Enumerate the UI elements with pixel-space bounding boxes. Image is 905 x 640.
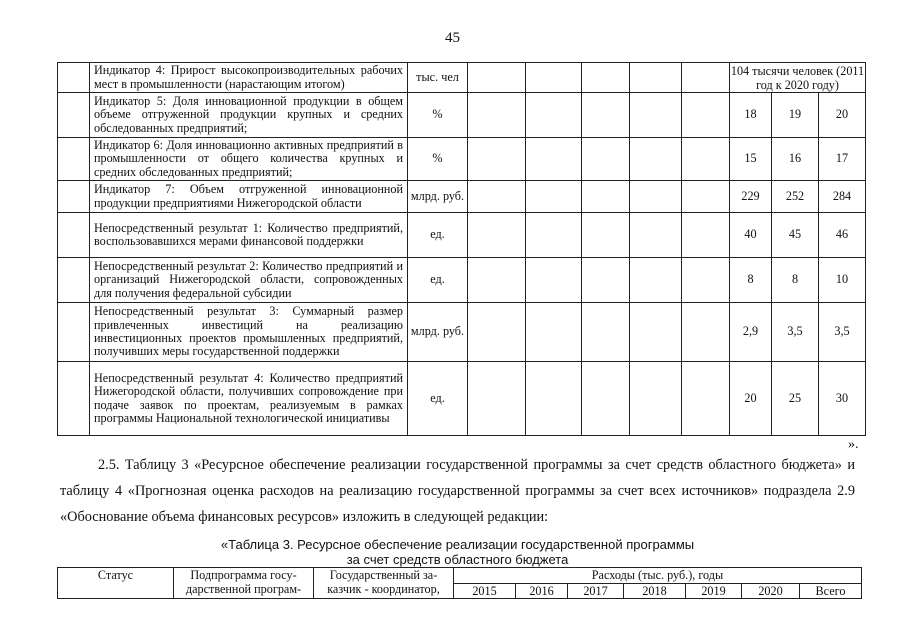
indicator-unit: ед. [408, 362, 468, 436]
table-cell [526, 63, 582, 93]
indicator-unit: млрд. руб. [408, 181, 468, 213]
table-cell [468, 138, 526, 181]
table-cell [58, 93, 90, 138]
table-cell [582, 303, 630, 362]
table-cell [630, 213, 682, 258]
indicator-value: 46 [819, 213, 866, 258]
table-cell [468, 303, 526, 362]
indicator-value: 10 [819, 258, 866, 303]
table-cell [582, 213, 630, 258]
page-number: 45 [445, 30, 460, 46]
amendment-paragraph [60, 452, 855, 530]
indicator-value: 20 [730, 362, 772, 436]
table-cell [682, 181, 730, 213]
indicator-value: 2,9 [730, 303, 772, 362]
table-cell [582, 138, 630, 181]
table-cell [58, 303, 90, 362]
table-cell [630, 258, 682, 303]
table-cell [526, 138, 582, 181]
indicator-unit: млрд. руб. [408, 303, 468, 362]
indicator-value: 45 [772, 213, 819, 258]
closing-quote: ». [848, 437, 859, 452]
table-cell [682, 93, 730, 138]
table-row [58, 258, 866, 303]
table-cell [682, 362, 730, 436]
table-cell [630, 63, 682, 93]
table-cell [682, 213, 730, 258]
table-cell [682, 303, 730, 362]
year-header: 2015 [454, 584, 516, 599]
indicator-value: 3,5 [772, 303, 819, 362]
table-cell [526, 181, 582, 213]
column-header-status: Статус [58, 568, 174, 599]
year-header: 2017 [568, 584, 624, 599]
indicator-value: 8 [730, 258, 772, 303]
column-header-expenses: Расходы (тыс. руб.), годы [454, 568, 862, 584]
table-cell [630, 93, 682, 138]
table-cell [582, 258, 630, 303]
table-row [58, 93, 866, 138]
table-cell [682, 258, 730, 303]
indicators-table [57, 62, 866, 436]
table-cell [526, 93, 582, 138]
table3-title: «Таблица 3. Ресурсное обеспечение реализации государственной программы [220, 537, 695, 552]
table-cell [526, 258, 582, 303]
indicator-name: Индикатор 7: Объем отгруженной инновационной продукции предприятиями Нижегородской области [90, 181, 408, 213]
table-header-row [58, 568, 862, 584]
indicator-value: 30 [819, 362, 866, 436]
table3-subtitle: за счет средств областного бюджета [346, 552, 569, 567]
indicator-value: 252 [772, 181, 819, 213]
year-header: 2019 [686, 584, 742, 599]
table-cell [468, 181, 526, 213]
table-cell [582, 181, 630, 213]
indicator-value: 25 [772, 362, 819, 436]
table-cell [682, 63, 730, 93]
table-cell [468, 258, 526, 303]
indicator-name: Непосредственный результат 4: Количество предприятий Нижегородской области, получивших сопровождение при подаче заявок по проектам, реализуемым в рамках программы Национальной технологической инициативы [90, 362, 408, 436]
table-row [58, 362, 866, 436]
table-cell [630, 181, 682, 213]
indicator-value: 15 [730, 138, 772, 181]
indicator-value: 16 [772, 138, 819, 181]
year-header: 2018 [624, 584, 686, 599]
table-cell [58, 138, 90, 181]
indicator-value: 284 [819, 181, 866, 213]
table-cell [58, 258, 90, 303]
indicator-value: 3,5 [819, 303, 866, 362]
table-cell [630, 138, 682, 181]
indicator-name: Непосредственный результат 1: Количество предприятий, воспользовавшихся мерами финансовой поддержки [90, 213, 408, 258]
year-header: 2016 [516, 584, 568, 599]
total-header: Всего [800, 584, 862, 599]
table-cell [630, 362, 682, 436]
indicator-unit: % [408, 93, 468, 138]
table-cell [58, 63, 90, 93]
paragraph-text: 2.5. Таблицу 3 «Ресурсное обеспечение реализации государственной программы за счет средств областного бюджета» и таблицу 4 «Прогнозная оценка расходов на реализацию государственной программы за счет всех источников» подраздела 2.9 «Обоснование объема финансовых ресурсов» изложить в следующей редакции: [60, 457, 855, 525]
table-cell [468, 63, 526, 93]
indicator-value: 229 [730, 181, 772, 213]
table-cell [58, 362, 90, 436]
indicator-name: Непосредственный результат 2: Количество предприятий и организаций Нижегородской области, сопровожденных для получения федеральной субсидии [90, 258, 408, 303]
indicator-name: Непосредственный результат 3: Суммарный размер привлеченных инвестиций на реализацию инвестиционных проектов промышленных предприятий, получивших меры государственной поддержки [90, 303, 408, 362]
table-cell [582, 93, 630, 138]
indicator-value: 17 [819, 138, 866, 181]
table-cell [630, 303, 682, 362]
indicator-value: 19 [772, 93, 819, 138]
indicator-unit: % [408, 138, 468, 181]
indicator-name: Индикатор 5: Доля инновационной продукции в общем объеме отгруженной продукции крупных и средних обследованных предприятий; [90, 93, 408, 138]
table-cell [582, 63, 630, 93]
table-cell [468, 93, 526, 138]
indicator-unit: тыс. чел [408, 63, 468, 93]
indicator-value: 18 [730, 93, 772, 138]
indicator-value: 40 [730, 213, 772, 258]
table-cell [468, 362, 526, 436]
indicator-value: 8 [772, 258, 819, 303]
indicator-value: 20 [819, 93, 866, 138]
table-cell [682, 138, 730, 181]
table-cell [58, 213, 90, 258]
table-row [58, 181, 866, 213]
resources-table [57, 567, 862, 599]
column-header-customer: Государственный за- казчик - координатор, [314, 568, 454, 599]
indicator-name: Индикатор 4: Прирост высокопроизводительных рабочих мест в промышленности (нарастающим итогом) [90, 63, 408, 93]
table-cell [582, 362, 630, 436]
table-row [58, 213, 866, 258]
table-row [58, 63, 866, 93]
indicator-name: Индикатор 6: Доля инновационно активных предприятий в промышленности от общего количества крупных и средних обследованных предприятий; [90, 138, 408, 181]
table-cell [468, 213, 526, 258]
column-header-subprogram: Подпрограмма госу- дарственной програм- [174, 568, 314, 599]
table-cell [526, 213, 582, 258]
indicator-unit: ед. [408, 213, 468, 258]
year-header: 2020 [742, 584, 800, 599]
table-row [58, 138, 866, 181]
table-cell [526, 303, 582, 362]
indicator-unit: ед. [408, 258, 468, 303]
table-row [58, 303, 866, 362]
table-cell [58, 181, 90, 213]
indicator-note: 104 тысячи человек (2011 год к 2020 году) [730, 63, 865, 92]
table-cell [526, 362, 582, 436]
